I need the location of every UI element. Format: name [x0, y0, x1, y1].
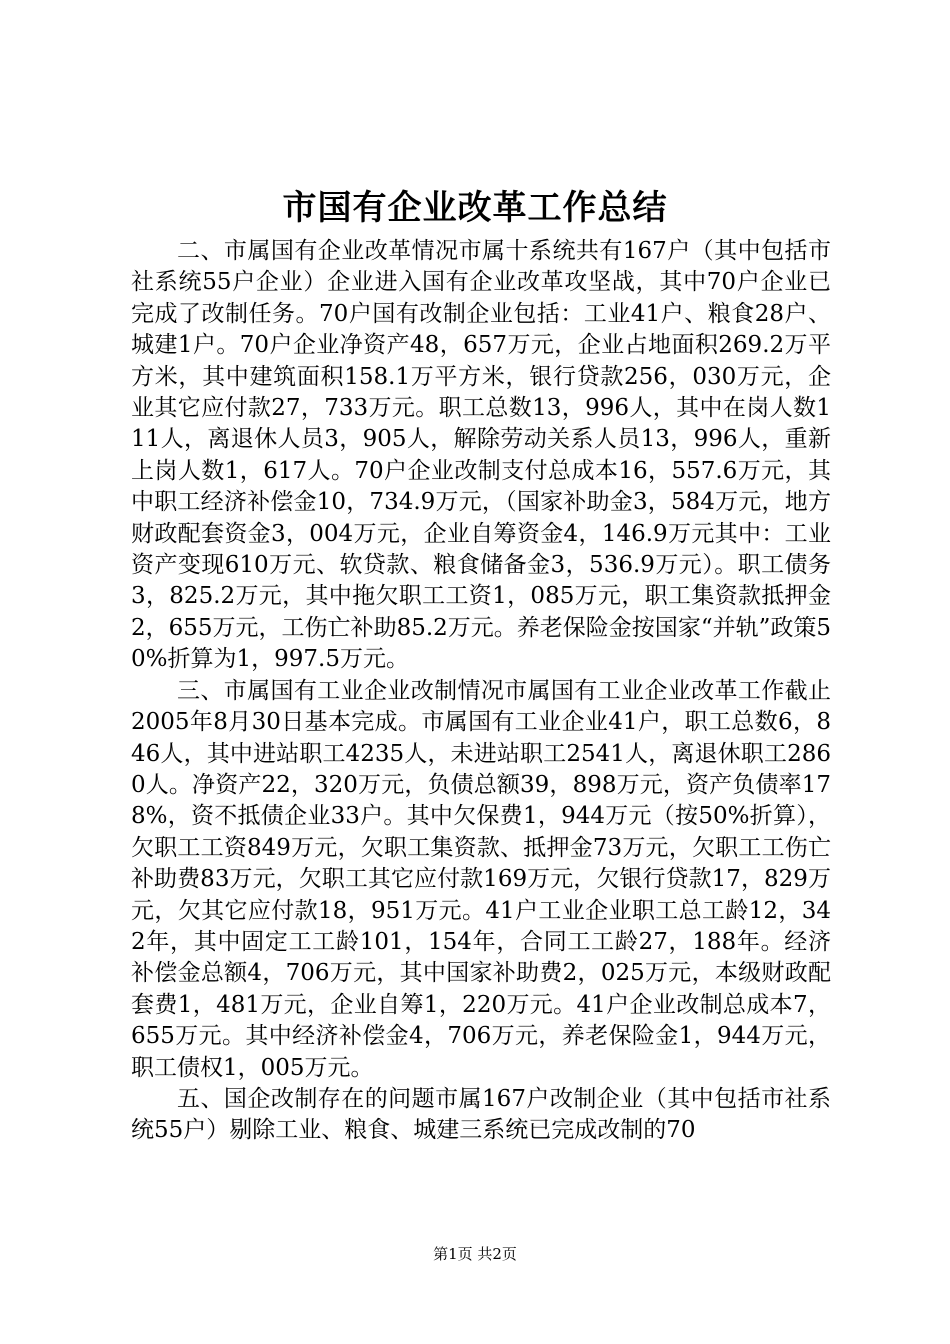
page-number-footer: 第1页 共2页: [433, 1245, 517, 1263]
document-body: [131, 236, 831, 1147]
paragraph-section-5: 五、国企改制存在的问题市属167户改制企业（其中包括市社系统55户）剔除工业、粮食、城建三系统已完成改制的70: [131, 1085, 831, 1144]
document-title: 市国有企业改革工作总结: [282, 188, 668, 228]
paragraph-section-3: 三、市属国有工业企业改制情况市属国有工业企业改革工作截止2005年8月30日基本完成。市属国有工业企业41户，职工总数6，846人，其中进站职工4235人，未进站职工2541人，离退休职工2860人。净资产22，320万元，负债总额39，898万元，资产负债率178%，资不抵债企业33户。其中欠保费1，944万元（按50%折算），欠职工工资849万元，欠职工集资款、抵押金73万元，欠职工工伤亡补助费83万元，欠职工其它应付款169万元，欠银行贷款17，829万元，欠其它应付款18，951万元。41户工业企业职工总工龄12，342年，其中固定工工龄101，154年，合同工工龄27，188年。经济补偿金总额4，706万元，其中国家补助费2，025万元，本级财政配套费1，481万元，企业自筹1，220万元。41户企业改制总成本7，655万元。其中经济补偿金4，706万元，养老保险金1，944万元，职工债权1，005万元。: [131, 677, 831, 1081]
paragraph-section-2: 二、市属国有企业改革情况市属十系统共有167户（其中包括市社系统55户企业）企业进入国有企业改革攻坚战，其中70户企业已完成了改制任务。70户国有改制企业包括：工业41户、粮食28户、城建1户。70户企业净资产48，657万元，企业占地面积269.2万平方米，其中建筑面积158.1万平方米，银行贷款256，030万元，企业其它应付款27，733万元。职工总数13，996人，其中在岗人数111人，离退休人员3，905人，解除劳动关系人员13，996人，重新上岗人数1，617人。70户企业改制支付总成本16，557.6万元，其中职工经济补偿金10，734.9万元，（国家补助金3，584万元，地方财政配套资金3，004万元，企业自筹资金4，146.9万元其中：工业资产变现610万元、软贷款、粮食储备金3，536.9万元）。职工债务3，825.2万元，其中拖欠职工工资1，085万元，职工集资款抵押金2，655万元，工伤亡补助85.2万元。养老保险金按国家“并轨”政策50%折算为1，997.5万元。: [131, 238, 831, 673]
